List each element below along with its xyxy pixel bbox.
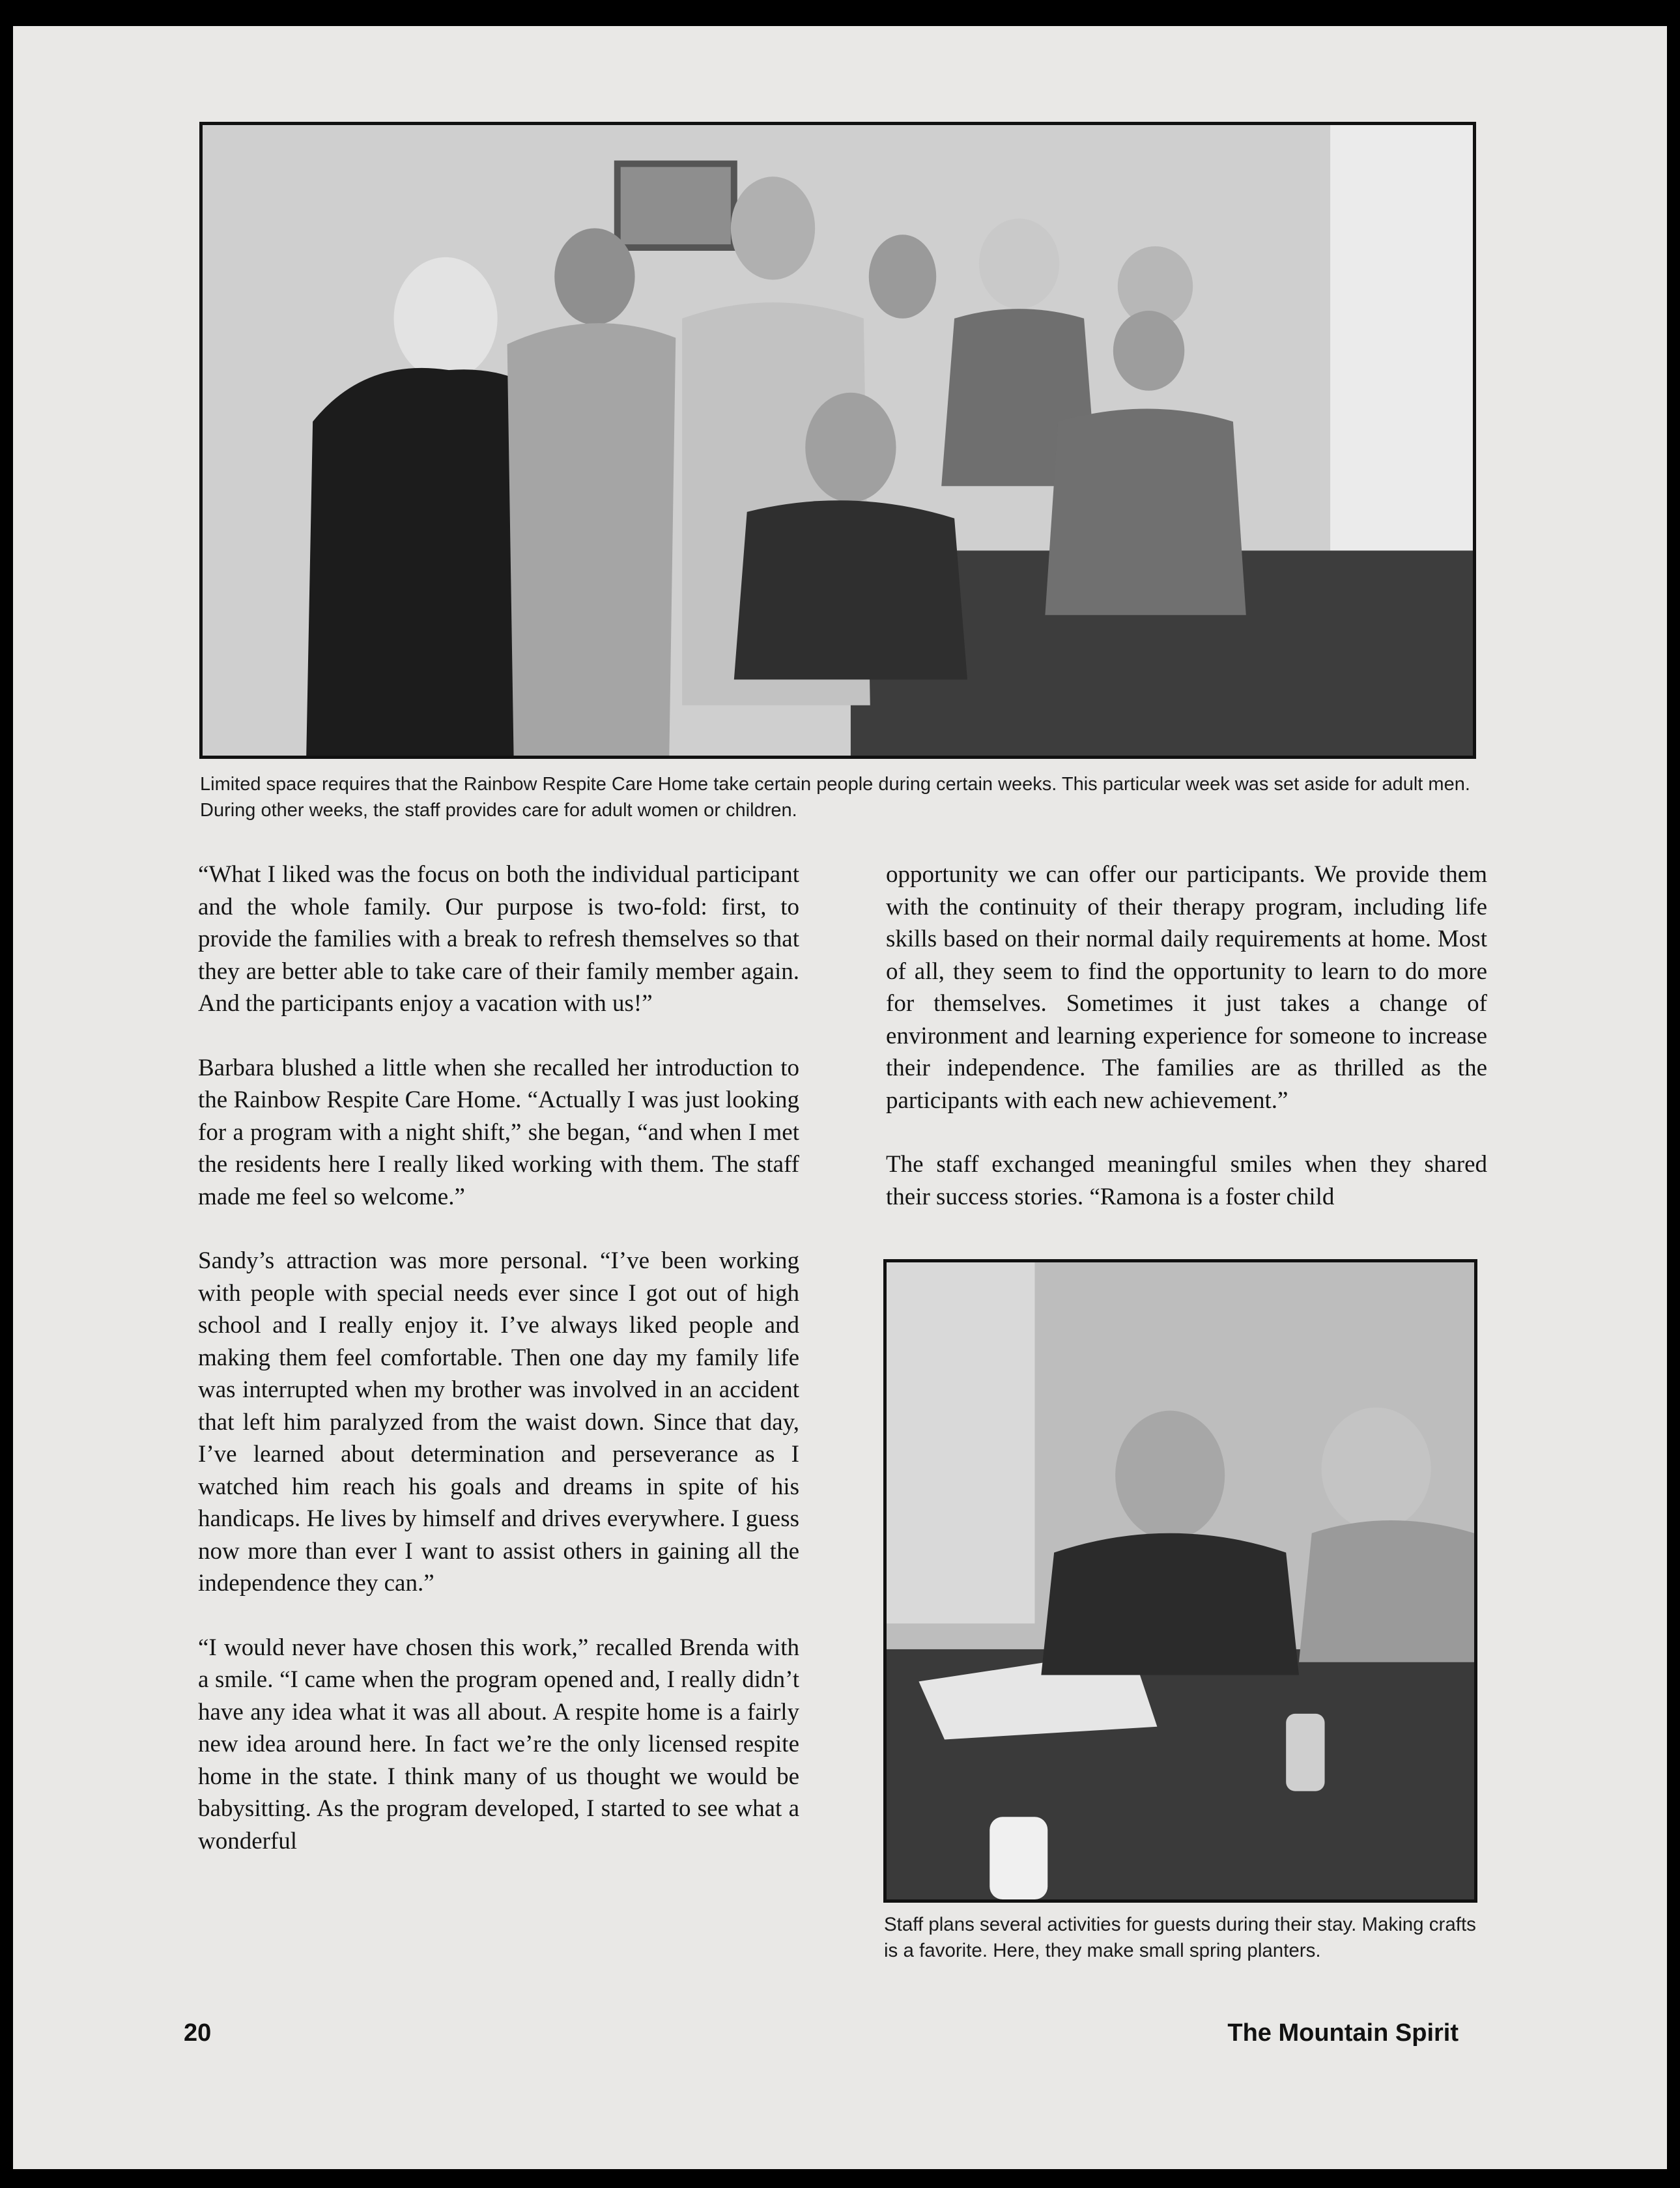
- paragraph-sandy: Sandy’s attraction was more personal. “I’ve been working with people with special needs ever since I got out of high school and I really enjoy it. I’ve always liked people and making them feel comfortable. Then one day my family life was interrupted when my brother was involved in an accident that left him paralyzed from the waist down. Since that day, I’ve learned about determination and perseverance as I watched him reach his goals and dreams in spite of his handicaps. He lives by himself and drives everywhere. I guess now more than ever I want to assist others in gaining all the independence they can.”: [198, 1247, 799, 1597]
- group-photo: [199, 122, 1476, 759]
- paragraph-purpose: “What I liked was the focus on both the individual participant and the whole family. Our purpose is two-fold: first, to provide the families with a break to refresh themselves so that they are better able to take care of their family member again. And the participants enjoy a vacation with us!”: [198, 861, 799, 1017]
- top-photo-caption: Limited space requires that the Rainbow Respite Care Home take certain people during certain weeks. This particular week was set aside for adult men. During other weeks, the staff provides care for adult women or children.: [200, 774, 1470, 821]
- paragraph-brenda: “I would never have chosen this work,” recalled Brenda with a smile. “I came when the program opened and, I really didn’t have any idea what it was all about. A respite home is a fairly new idea around here. In fact we’re the only licensed respite home in the state. I think many of us thought we would be babysitting. As the program developed, I started to see what a wonderful: [198, 1634, 799, 1854]
- paragraph-success-stories: The staff exchanged meaningful smiles when they shared their success stories. “Ramona is a foster child: [886, 1151, 1487, 1210]
- publication-name: The Mountain Spirit: [1227, 2019, 1459, 2047]
- crafts-photo-illustration: [887, 1262, 1474, 1899]
- magazine-page: [13, 26, 1667, 2169]
- right-text-column: [886, 859, 1487, 1245]
- paragraph-barbara: Barbara blushed a little when she recalled her introduction to the Rainbow Respite Care Home. “Actually I was just looking for a program with a night shift,” she began, “and when I met the residents here I really liked working with them. The staff made me feel so welcome.”: [198, 1054, 799, 1210]
- left-text-column: [198, 859, 799, 1889]
- crafts-photo-caption: Staff plans several activities for guests during their stay. Making crafts is a favorite. Here, they make small spring planters.: [884, 1914, 1476, 1961]
- group-photo-illustration: [203, 125, 1473, 756]
- page-number: 20: [184, 2019, 212, 2047]
- paragraph-opportunity: opportunity we can offer our participants. We provide them with the continuity of their therapy program, including life skills based on their normal daily requirements at home. Most of all, they seem to find the opportunity to learn to do more for themselves. Sometimes it just takes a change of environment and learning experience for someone to increase their independence. The families are as thrilled as the participants with each new achievement.”: [886, 861, 1487, 1114]
- crafts-photo: [883, 1259, 1477, 1903]
